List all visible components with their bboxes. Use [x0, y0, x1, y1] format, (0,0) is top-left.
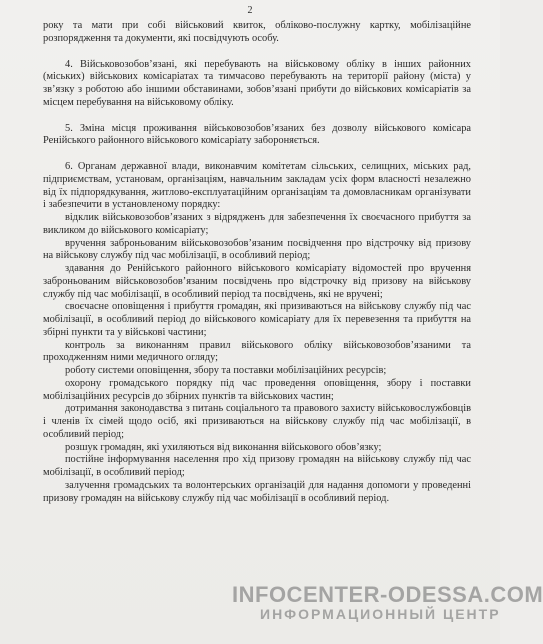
watermark-line-1: INFOCENTER-ODESSA.COM: [232, 582, 543, 607]
list-item: контроль за виконанням правил військового обліку військовозобов’язаними та проходженням ними медичного огляду;: [43, 339, 471, 364]
list-item: вручення заброньованим військовозобов’язаним посвідчення про відстрочку від призову на військову службу під час мобілізації, в особливий період;: [43, 237, 471, 262]
list-item: постійне інформування населення про хід призову громадян на військову службу під час мобілізації, в особливий період;: [43, 454, 471, 478]
list-item: роботу системи оповіщення, збору та поставки мобілізаційних ресурсів;: [65, 365, 387, 376]
list-item: здавання до Ренійського районного військового комісаріату відомостей про вручення заброньованим військовозобов’язаним посвідчень про відстрочку від призову на військову службу під час мобілізації, в особливий період та посвідчень, які не вручені;: [43, 263, 471, 300]
list-item: дотримання законодавства з питань соціального та правового захисту військовослужбовців і членів їх сімей щодо осіб, які призиваються на військову службу під час мобілізації, в особливий період;: [43, 403, 471, 440]
paragraph-continuation: року та мати при собі військовий квиток, обліково-послужну картку, мобілізаційне розпорядження та документи, які посвідчують особу.: [43, 20, 471, 44]
document-body: [43, 20, 471, 505]
paragraph-item-5: 5. Зміна місця проживання військовозобов’язаних без дозволу військового комісара Ренійського районного військового комісаріату забороняється.: [43, 122, 471, 147]
paragraph-item-4: 4. Військовозобов’язані, які перебувають на військовому обліку в інших районних (міських) військових комісаріатах та тимчасово перебувають на території району (міста) у зв’язку з роботою або іншими обставинами, зобов’язані прибути до військових комісаріатів за місцем перебування на військовому обліку.: [43, 58, 471, 108]
list-item: своєчасне оповіщення і прибуття громадян, які призиваються на військову службу під час мобілізації, в особливий період до військового комісаріату для їх перевезення та прибуття на збірні пункти та у військові частини;: [43, 301, 471, 338]
list-item: охорону громадського порядку під час проведення оповіщення, збору і поставки мобілізаційних ресурсів до збірних пунктів та військових частин;: [43, 377, 471, 402]
list-item: розшук громадян, які ухиляються від виконання військового обов’язку;: [65, 441, 382, 453]
page-number: 2: [247, 5, 253, 16]
paragraph-item-6: 6. Органам державної влади, виконавчим комітетам сільських, селищних, міських рад, підприємствам, установам, організаціям, навчальним закладам усіх форм власності незалежно від їх підпорядкування, житлово-експлуатаційним організаціям та домовласникам організувати і забезпечити в установленому порядку:: [43, 161, 471, 211]
watermark-line-2: ИНФОРМАЦИОННЫЙ ЦЕНТР: [260, 606, 501, 622]
watermark: [232, 582, 543, 622]
list-item: залучення громадських та волонтерських організацій для надання допомоги у проведенні призову громадян на військову службу під час мобілізації в особливий період.: [43, 479, 471, 504]
list-item: відклик військовозобов’язаних з відрядженъ для забезпечення їх своєчасного прибуття за викликом до військового комісаріату;: [43, 212, 471, 236]
